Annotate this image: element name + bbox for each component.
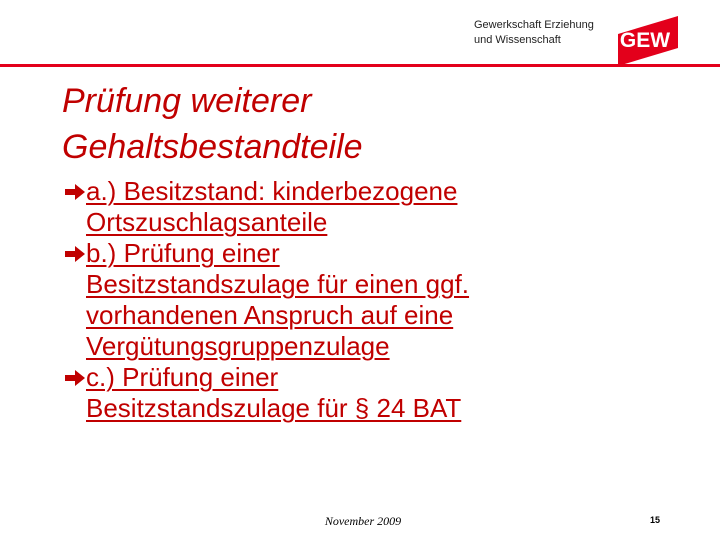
right-arrow-icon [64, 183, 86, 201]
gew-logo [612, 14, 678, 66]
bullet-c-line-1: c.) Prüfung einer [86, 362, 279, 392]
bullet-a-line-2: Ortszuschlagsanteile [86, 207, 328, 237]
right-arrow-icon [64, 369, 86, 387]
bullet-b-line-3: vorhandenen Anspruch auf eine [86, 300, 454, 330]
footer-date: November 2009 [324, 514, 402, 528]
organization-name-line-2: und Wissenschaft [474, 34, 561, 46]
bullet-c-line-2: Besitzstandszulage für § 24 BAT [86, 393, 462, 423]
organization-name-line-1: Gewerkschaft Erziehung [474, 19, 594, 31]
slide-title [62, 78, 662, 170]
bullet-b-line-1: b.) Prüfung einer [86, 238, 280, 268]
bullet-b-line-2: Besitzstandszulage für einen ggf. [86, 269, 470, 299]
bullet-item-b [64, 238, 664, 362]
slide-title-line-1: Prüfung weiterer [62, 82, 312, 120]
bullet-b-line-4: Vergütungsgruppenzulage [86, 331, 390, 361]
right-arrow-icon [64, 245, 86, 263]
bullet-list [64, 176, 664, 424]
header-divider [0, 64, 720, 67]
bullet-item-c [64, 362, 664, 424]
organization-name [474, 18, 614, 48]
page-number: 15 [649, 515, 660, 525]
bullet-item-a [64, 176, 664, 238]
logo-text: GEW [619, 29, 671, 52]
slide-title-line-2: Gehaltsbestandteile [62, 128, 363, 166]
bullet-a-line-1: a.) Besitzstand: kinderbezogene [86, 176, 458, 206]
